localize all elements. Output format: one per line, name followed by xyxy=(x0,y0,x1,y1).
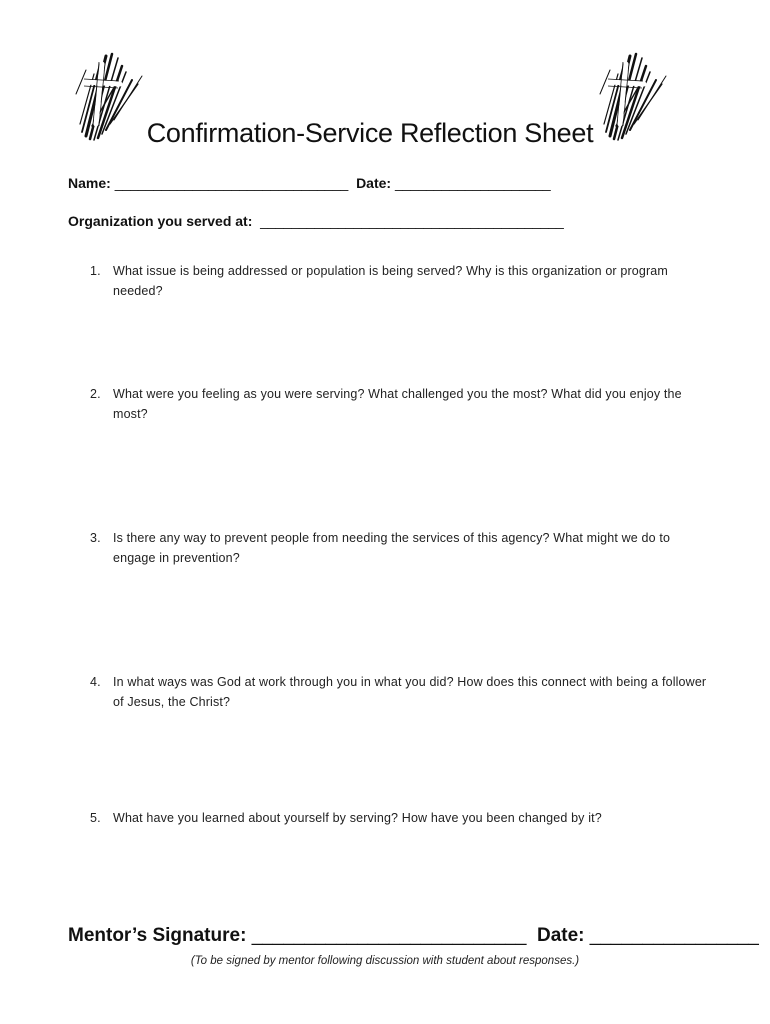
name-label: Name: xyxy=(68,175,111,191)
name-date-row xyxy=(68,175,551,191)
page-title: Confirmation-Service Reflection Sheet xyxy=(146,118,594,148)
mentor-signature-label: Mentor’s Signature: xyxy=(68,925,247,946)
question-item xyxy=(90,261,710,301)
organization-row xyxy=(68,213,564,229)
question-item xyxy=(90,528,710,568)
signature-row xyxy=(68,925,759,947)
question-number: 3. xyxy=(90,531,101,545)
name-field[interactable]: ______________________________ xyxy=(114,175,349,191)
question-text: What have you learned about yourself by serving? How have you been changed by it? xyxy=(113,811,602,825)
question-number: 5. xyxy=(90,811,101,825)
date-label: Date: xyxy=(356,175,392,191)
question-item xyxy=(90,672,710,712)
organization-field[interactable]: _______________________________________ xyxy=(260,213,564,229)
question-number: 2. xyxy=(90,387,101,401)
question-number: 1. xyxy=(90,264,101,278)
signature-date-label: Date: xyxy=(537,925,585,946)
question-text: What were you feeling as you were serving? What challenged you the most? What did you enjoy the most? xyxy=(113,387,682,421)
organization-label: Organization you served at: xyxy=(68,213,253,229)
question-text: Is there any way to prevent people from needing the services of this agency? What might we do to engage in prevention? xyxy=(113,531,671,565)
question-text: In what ways was God at work through you in what you did? How does this connect with being a follower of Jesus, the Christ? xyxy=(113,675,707,709)
mentor-signature-field[interactable]: __________________________ xyxy=(251,925,527,946)
signature-note: (To be signed by mentor following discussion with student about responses.) xyxy=(190,955,580,967)
question-text: What issue is being addressed or population is being served? Why is this organization or program needed? xyxy=(113,264,668,298)
date-field[interactable]: ____________________ xyxy=(394,175,551,191)
signature-date-field[interactable]: ________________ xyxy=(589,925,759,946)
question-item xyxy=(90,808,710,828)
question-item xyxy=(90,384,710,424)
question-number: 4. xyxy=(90,675,101,689)
